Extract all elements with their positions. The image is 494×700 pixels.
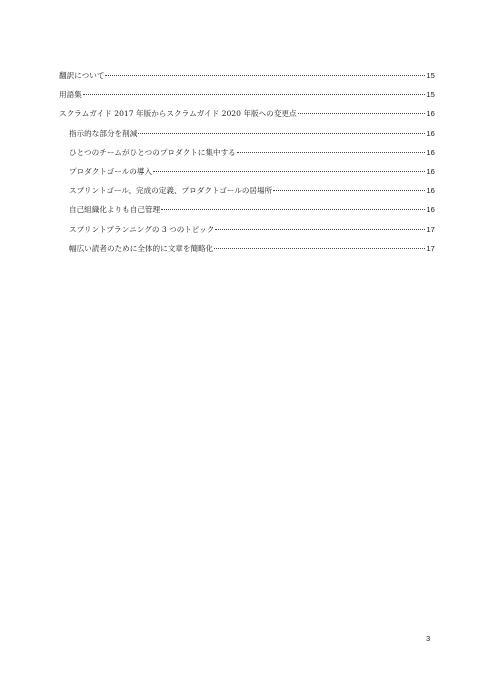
toc-entry-title: スプリントプランニングの 3 つのトピック (69, 224, 215, 234)
toc-entry-page: 16 (426, 128, 435, 138)
toc-subentry[interactable] (59, 220, 435, 239)
toc-entry-title: 幅広い読者のために全体的に文章を簡略化 (69, 243, 214, 253)
toc-subentry[interactable] (59, 162, 435, 181)
toc-subentry[interactable] (59, 124, 435, 143)
toc-dot-leader (298, 113, 426, 114)
toc-entry-title: 自己組織化よりも自己管理 (69, 205, 161, 215)
toc-entry-page: 16 (426, 147, 435, 157)
page-number: 3 (426, 634, 431, 643)
toc-entry-page: 15 (426, 71, 435, 80)
toc-entry-page: 16 (426, 186, 435, 196)
toc-entry-page: 15 (426, 90, 435, 100)
toc-dot-leader (153, 171, 425, 172)
table-of-contents (59, 66, 435, 258)
toc-entry-page: 17 (426, 224, 435, 234)
toc-dot-leader (83, 94, 426, 95)
toc-entry-title: スプリントゴール、完成の定義、プロダクトゴールの居場所 (69, 186, 273, 196)
toc-entry-title: 翻訳について (59, 71, 105, 80)
toc-entry-title: プロダクトゴールの導入 (69, 166, 153, 176)
toc-entry-title: ひとつのチームがひとつのプロダクトに集中する (69, 147, 236, 157)
toc-dot-leader (273, 190, 425, 191)
toc-entry-title: スクラムガイド 2017 年版からスクラムガイド 2020 年版への変更点 (59, 109, 297, 119)
toc-dot-leader (215, 229, 425, 230)
toc-entry-page: 16 (426, 205, 435, 215)
toc-dot-leader (214, 248, 425, 249)
toc-entry-page: 16 (426, 109, 435, 119)
toc-entry[interactable] (59, 85, 435, 104)
toc-dot-leader (237, 152, 426, 153)
toc-subentry[interactable] (59, 200, 435, 219)
toc-dot-leader (105, 75, 425, 76)
toc-entry[interactable] (59, 66, 435, 85)
toc-entry-title: 用語集 (59, 90, 82, 100)
toc-dot-leader (161, 209, 425, 210)
toc-dot-leader (138, 133, 425, 134)
toc-entry-page: 17 (426, 243, 435, 253)
toc-subentry[interactable] (59, 181, 435, 200)
toc-subentry[interactable] (59, 143, 435, 162)
toc-subentry[interactable] (59, 239, 435, 258)
toc-entry[interactable] (59, 104, 435, 123)
toc-entry-page: 16 (426, 166, 435, 176)
toc-entry-title: 指示的な部分を削減 (69, 128, 138, 138)
